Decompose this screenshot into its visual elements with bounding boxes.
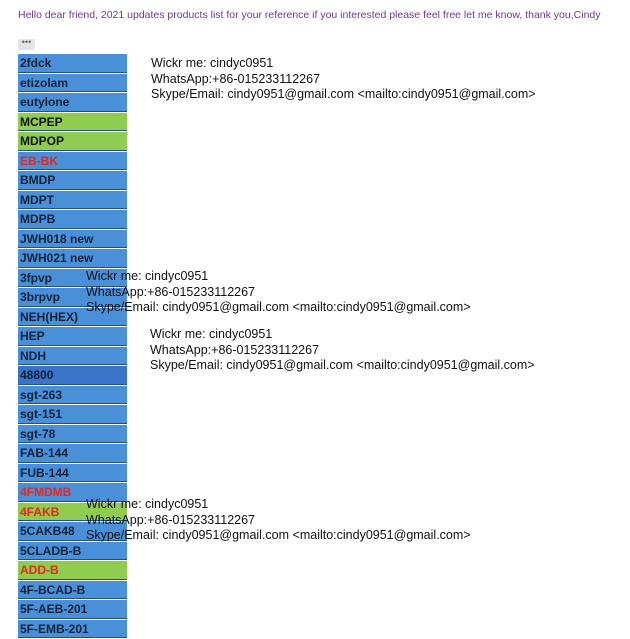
show-trimmed-content-button[interactable]: ••• bbox=[18, 39, 35, 50]
product-row: HEP bbox=[18, 327, 127, 346]
product-row: NDH bbox=[18, 347, 127, 366]
contact-block bbox=[86, 497, 471, 544]
product-row: 5F-AEB-201 bbox=[18, 600, 127, 619]
whatsapp-contact: WhatsApp:+86-015233112267 bbox=[86, 512, 256, 527]
product-row: MDPB bbox=[18, 210, 127, 229]
product-row: 5CLADB-B bbox=[18, 542, 127, 561]
wickr-contact: Wickr me: cindyc0951 bbox=[86, 269, 209, 283]
product-row: 5F-EMB-201 bbox=[18, 620, 127, 639]
email-contact[interactable]: Skype/Email: cindy0951@gmail.com <mailto:cindy0951@gmail.com> bbox=[150, 358, 535, 372]
product-row: 4FMDMB bbox=[18, 483, 127, 502]
product-row: sgt-263 bbox=[18, 386, 127, 405]
wickr-contact: Wickr me: cindyc0951 bbox=[151, 56, 274, 70]
product-row: 3fpvp bbox=[18, 269, 127, 288]
contact-block bbox=[151, 56, 536, 103]
product-row: ADD-B bbox=[18, 561, 127, 580]
product-row: etizolam bbox=[18, 74, 127, 93]
contact-block bbox=[86, 269, 471, 316]
wickr-contact: Wickr me: cindyc0951 bbox=[150, 327, 273, 341]
product-row: sgt-78 bbox=[18, 425, 127, 444]
product-row: sgt-151 bbox=[18, 405, 127, 424]
email-intro-text: Hello dear friend, 2021 updates products list for your reference if you interested please feel free let me know, thank you,Cindy bbox=[18, 9, 601, 21]
product-row: JWH021 new bbox=[18, 249, 127, 268]
whatsapp-contact: WhatsApp:+86-015233112267 bbox=[151, 71, 321, 86]
product-row: MCPEP bbox=[18, 113, 127, 132]
product-row: FUB-144 bbox=[18, 464, 127, 483]
whatsapp-contact: WhatsApp:+86-015233112267 bbox=[150, 342, 320, 357]
product-list bbox=[18, 54, 127, 639]
wickr-contact: Wickr me: cindyc0951 bbox=[86, 497, 209, 511]
product-row: 2fdck bbox=[18, 54, 127, 73]
whatsapp-contact: WhatsApp:+86-015233112267 bbox=[86, 284, 256, 299]
product-row: NEH(HEX) bbox=[18, 308, 127, 327]
product-row: 3brpvp bbox=[18, 288, 127, 307]
product-row: MDPOP bbox=[18, 132, 127, 151]
product-row: JWH018 new bbox=[18, 230, 127, 249]
product-row: 48800 bbox=[18, 366, 127, 385]
product-row: 5CAKB48 bbox=[18, 522, 127, 541]
product-row: MDPT bbox=[18, 191, 127, 210]
product-row: 4F-BCAD-B bbox=[18, 581, 127, 600]
contact-block bbox=[150, 327, 535, 374]
product-row: FAB-144 bbox=[18, 444, 127, 463]
product-row: eutylone bbox=[18, 93, 127, 112]
product-row: 4FAKB bbox=[18, 503, 127, 522]
product-row: BMDP bbox=[18, 171, 127, 190]
product-row: EB-BK bbox=[18, 152, 127, 171]
email-contact[interactable]: Skype/Email: cindy0951@gmail.com <mailto:cindy0951@gmail.com> bbox=[151, 87, 536, 101]
email-contact[interactable]: Skype/Email: cindy0951@gmail.com <mailto:cindy0951@gmail.com> bbox=[86, 528, 471, 542]
email-contact[interactable]: Skype/Email: cindy0951@gmail.com <mailto:cindy0951@gmail.com> bbox=[86, 300, 471, 314]
